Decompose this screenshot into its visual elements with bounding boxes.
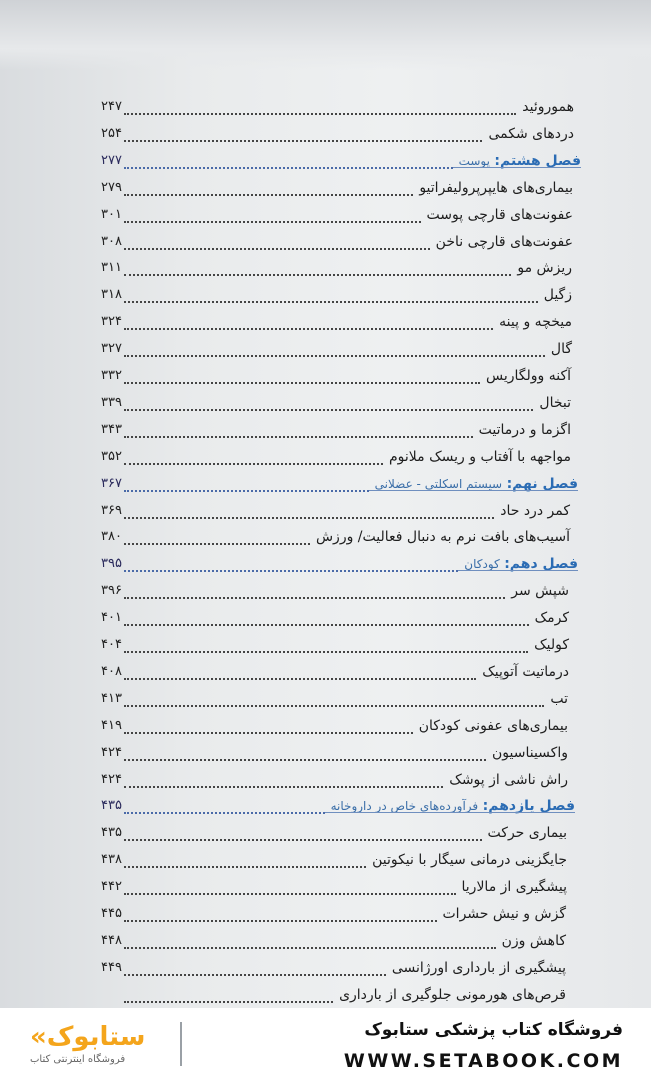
toc-leader-dots [124, 991, 333, 1003]
toc-entry-title: بیماری حرکت [487, 825, 567, 842]
toc-entry-title: واکسیناسیون [492, 744, 568, 761]
toc-leader-dots [124, 372, 480, 384]
toc-row [0, 390, 651, 416]
toc-page-number: ۴۳۸ [101, 852, 122, 868]
toc-entry-title: آکنه وولگاریس [485, 368, 571, 384]
chapter-label: فصل دهم: [504, 556, 578, 573]
toc-page-number: ۴۱۳ [101, 690, 122, 706]
toc-chapter-row [0, 148, 651, 174]
shop-name: فروشگاه کتاب پزشکی ستابوک [364, 1020, 623, 1040]
logo-divider [180, 1022, 182, 1066]
toc-entry-title: کاهش وزن [501, 932, 566, 949]
toc-leader-dots [124, 453, 383, 465]
toc-page-number: ۴۴۲ [101, 879, 122, 895]
toc-page-number: ۳۵۲ [101, 448, 122, 464]
toc-page-number: ۳۱۸ [101, 287, 122, 303]
toc-row [0, 524, 651, 550]
toc-leader-dots [124, 291, 538, 303]
toc-leader-dots [124, 722, 413, 734]
toc-entry-title: عفونت‌های قارچی پوست [426, 206, 573, 223]
toc-entry-title: پیشگیری از مالاریا [461, 879, 567, 896]
toc-page-number: ۲۵۴ [101, 125, 122, 141]
chapter-heading [331, 793, 575, 819]
toc-row [0, 444, 651, 470]
toc-page-number: ۴۴۹ [101, 959, 122, 975]
toc-row [0, 255, 651, 281]
toc-page-number: ۴۲۴ [101, 771, 122, 787]
toc-row [0, 874, 651, 900]
toc-row [0, 901, 651, 927]
toc-row [0, 955, 651, 981]
toc-leader-dots [124, 560, 458, 572]
toc-leader-dots [124, 641, 528, 653]
toc-row [0, 282, 651, 308]
toc-leader-dots [124, 964, 386, 976]
toc-leader-dots [124, 937, 496, 949]
toc-page-number: ۳۳۹ [101, 394, 122, 410]
toc-page-number: ۲۷۷ [101, 152, 122, 168]
toc-leader-dots [124, 587, 505, 599]
toc-leader-dots [124, 829, 482, 841]
setabook-logo: «ستابوک [30, 1022, 146, 1052]
toc-page-number: ۳۲۴ [101, 314, 122, 330]
toc-page-number: ۳۰۸ [101, 233, 122, 249]
toc-entry-title: گال [550, 341, 572, 358]
chapter-name: پوست [458, 153, 490, 168]
toc-leader-dots [124, 507, 494, 519]
toc-leader-dots [124, 776, 443, 788]
toc-leader-dots [124, 802, 325, 814]
toc-page-number: ۳۹۵ [101, 556, 122, 572]
chapter-label: فصل یازدهم: [482, 798, 575, 815]
chapter-underline [325, 812, 575, 813]
toc-page-number: ۳۶۹ [101, 502, 122, 518]
toc-page-number: ۳۹۶ [101, 583, 122, 599]
toc-row [0, 363, 651, 389]
toc-row [0, 309, 651, 335]
toc-row [0, 713, 651, 739]
toc-row [0, 605, 651, 631]
logo-subtitle: فروشگاه اینترنتی کتاب [30, 1054, 126, 1065]
toc-entry-title: ریزش مو [517, 260, 572, 277]
toc-page-number: ۴۰۴ [101, 637, 122, 652]
toc-chapter-row [0, 793, 651, 819]
toc-leader-dots [124, 426, 473, 438]
toc-entry-title: کمر درد حاد [500, 502, 570, 519]
chapter-heading [464, 551, 578, 577]
toc-row [0, 417, 651, 443]
toc-entry-title: بیماری‌های هایپرپرولیفراتیو [419, 179, 573, 196]
chapter-underline [453, 167, 581, 168]
toc-chapter-row [0, 471, 651, 497]
toc-leader-dots [124, 399, 533, 411]
toc-page-number: ۳۸۰ [101, 529, 122, 545]
toc-entry-title: راش ناشی از پوشک [449, 771, 568, 788]
toc-row [0, 498, 651, 524]
toc-entry-title: کولیک [534, 637, 569, 653]
toc-leader-dots [124, 103, 516, 115]
toc-leader-dots [124, 614, 529, 626]
toc-leader-dots [124, 318, 493, 330]
toc-row [0, 336, 651, 362]
toc-page-number: ۴۱۹ [101, 717, 122, 733]
toc-leader-dots [124, 695, 544, 707]
toc-leader-dots [124, 184, 413, 196]
toc-page-number: ۳۱۱ [101, 260, 122, 276]
toc-entry-title: پیشگیری از بارداری اورژانسی [391, 959, 566, 976]
toc-chapter-row [0, 551, 651, 577]
chapter-heading [459, 148, 581, 174]
chapter-label: فصل هشتم: [494, 152, 581, 169]
toc-leader-dots [124, 130, 482, 142]
toc-row [0, 928, 651, 954]
toc-entry-title: دردهای شکمی [488, 125, 574, 142]
toc-row [0, 94, 651, 120]
toc-entry-title: بیماری‌های عفونی کودکان [418, 717, 568, 734]
toc-entry-title: عفونت‌های قارچی ناخن [435, 233, 573, 250]
toc-row [0, 121, 651, 147]
toc-page-number: ۴۳۵ [101, 798, 122, 814]
toc-page-number: ۳۳۲ [101, 368, 122, 383]
toc-entry-title: زگیل [543, 287, 572, 304]
toc-row [0, 632, 651, 658]
toc-row [0, 740, 651, 766]
toc-row [0, 847, 651, 873]
toc-page-number: ۴۴۵ [101, 906, 122, 921]
toc-page-number: ۲۷۹ [101, 179, 122, 195]
toc-row [0, 982, 651, 1008]
chapter-label: فصل نهم: [506, 475, 578, 492]
chapter-name: سیستم اسکلتی - عضلانی [374, 476, 503, 491]
toc-leader-dots [124, 856, 366, 868]
toc-entry-title: اگزما و درماتیت [478, 421, 571, 438]
toc-leader-dots [124, 533, 310, 545]
toc-entry-title: مواجهه با آفتاب و ریسک ملانوم [389, 448, 571, 465]
toc-page-number: ۴۴۸ [101, 932, 122, 948]
chapter-heading [375, 471, 578, 497]
toc-entry-title: شپش سر [511, 583, 569, 600]
toc-leader-dots [124, 883, 456, 895]
toc-entry-title: کرمک [534, 610, 569, 627]
toc-leader-dots [124, 211, 421, 223]
toc-row [0, 686, 651, 712]
page-shadow [0, 0, 651, 70]
toc-leader-dots [124, 749, 486, 761]
toc-entry-title: میخچه و پینه [499, 314, 572, 331]
chapter-name: کودکان [464, 557, 500, 572]
toc-page-number: ۳۲۷ [101, 341, 122, 357]
toc-entry-title: تب [550, 690, 568, 707]
toc-entry-title: درماتیت آتوپیک [482, 663, 569, 680]
toc-row [0, 820, 651, 846]
toc-entry-title: آسیب‌های بافت نرم به دنبال فعالیت/ ورزش [315, 529, 570, 546]
toc-row [0, 229, 651, 255]
toc-leader-dots [124, 157, 453, 169]
toc-leader-dots [124, 668, 476, 680]
toc-page-number: ۳۰۱ [101, 206, 122, 222]
chapter-underline [458, 570, 578, 571]
toc-entry-title: جایگزینی درمانی سیگار با نیکوتین [372, 852, 567, 869]
toc-entry-title: گزش و نیش حشرات [442, 906, 566, 922]
toc-leader-dots [124, 264, 511, 276]
toc-page-number: ۴۰۱ [101, 610, 122, 626]
toc-row [0, 175, 651, 201]
toc-page-number: ۴۳۵ [101, 825, 122, 841]
toc-row [0, 659, 651, 685]
site-url: WWW.SETABOOK.COM [343, 1050, 623, 1072]
toc-leader-dots [124, 238, 430, 250]
toc-row [0, 578, 651, 604]
toc-leader-dots [124, 345, 545, 357]
chapter-underline [369, 490, 578, 491]
toc-row [0, 202, 651, 228]
toc-entry-title: قرص‌های هورمونی جلوگیری از بارداری [339, 986, 566, 1003]
toc-leader-dots [124, 910, 437, 922]
chapter-name: فرآورده‌های خاص در داروخانه [330, 799, 479, 814]
toc-page-number: ۳۶۷ [101, 475, 122, 491]
toc-entry-title: هموروئید [522, 99, 574, 115]
toc-page-number: ۳۴۳ [101, 421, 122, 437]
footer-banner [0, 1008, 651, 1079]
toc-page-number: ۴۲۴ [101, 744, 122, 760]
toc-page-number: ۲۴۷ [101, 99, 122, 114]
toc-leader-dots [124, 480, 369, 492]
toc-page-number: ۴۰۸ [101, 663, 122, 679]
toc-row [0, 767, 651, 793]
toc-entry-title: تبخال [539, 394, 571, 411]
